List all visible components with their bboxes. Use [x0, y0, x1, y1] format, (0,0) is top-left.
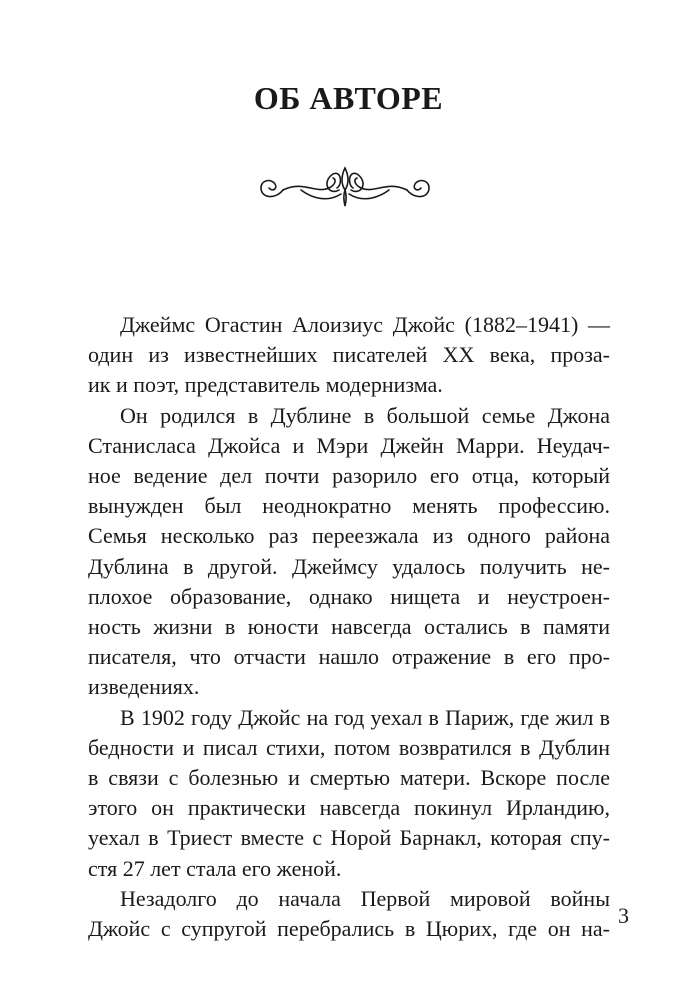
text-line: Он родился в Дублине в большой семье Джона — [120, 402, 610, 428]
text-line: Семья несколько раз переезжала из одного района — [88, 523, 610, 549]
page-number: 3 — [618, 903, 629, 928]
text-line: бедности и писал стихи, потом возвратился в Дублин — [88, 734, 610, 760]
text-line: вынужден был неоднократно менять профессию. — [88, 493, 610, 519]
body-text — [88, 310, 610, 944]
text-line: Незадолго до начала Первой мировой войны — [120, 885, 610, 911]
paragraph — [88, 401, 610, 703]
page-title: ОБ АВТОРЕ — [253, 80, 444, 116]
text-line: ное ведение дел почти разорило его отца, который — [88, 463, 610, 489]
text-line: Джойс с супругой перебрались в Цюрих, где он на- — [88, 916, 610, 942]
text-line: уехал в Триест вместе с Норой Барнакл, которая спу- — [88, 825, 610, 851]
paragraph — [88, 884, 610, 944]
text-line: один из известнейших писателей XX века, проза- — [88, 342, 610, 368]
text-line: писателя, что отчасти нашло отражение в его про- — [88, 644, 610, 670]
text-line: Дублина в другой. Джеймсу удалось получить не- — [88, 553, 610, 579]
text-line: ик и поэт, представитель модернизма. — [88, 372, 443, 398]
text-line: этого он практически навсегда покинул Ирландию, — [88, 795, 610, 821]
text-line: изведениях. — [88, 674, 200, 700]
text-line: плохое образование, однако нищета и неустроен- — [88, 583, 610, 609]
flourish-divider-icon — [253, 160, 437, 212]
text-line: в связи с болезнью и смертью матери. Вскоре после — [88, 765, 610, 791]
text-line: ность жизни в юности навсегда остались в памяти — [88, 614, 610, 640]
paragraph — [88, 310, 610, 401]
text-line: Станисласа Джойса и Мэри Джейн Марри. Неудач- — [88, 432, 610, 458]
text-line: В 1902 году Джойс на год уехал в Париж, где жил в — [120, 704, 610, 730]
text-line: Джеймс Огастин Алоизиус Джойс (1882–1941) — — [120, 312, 610, 337]
paragraph — [88, 703, 610, 884]
text-line: стя 27 лет стала его женой. — [88, 855, 342, 881]
